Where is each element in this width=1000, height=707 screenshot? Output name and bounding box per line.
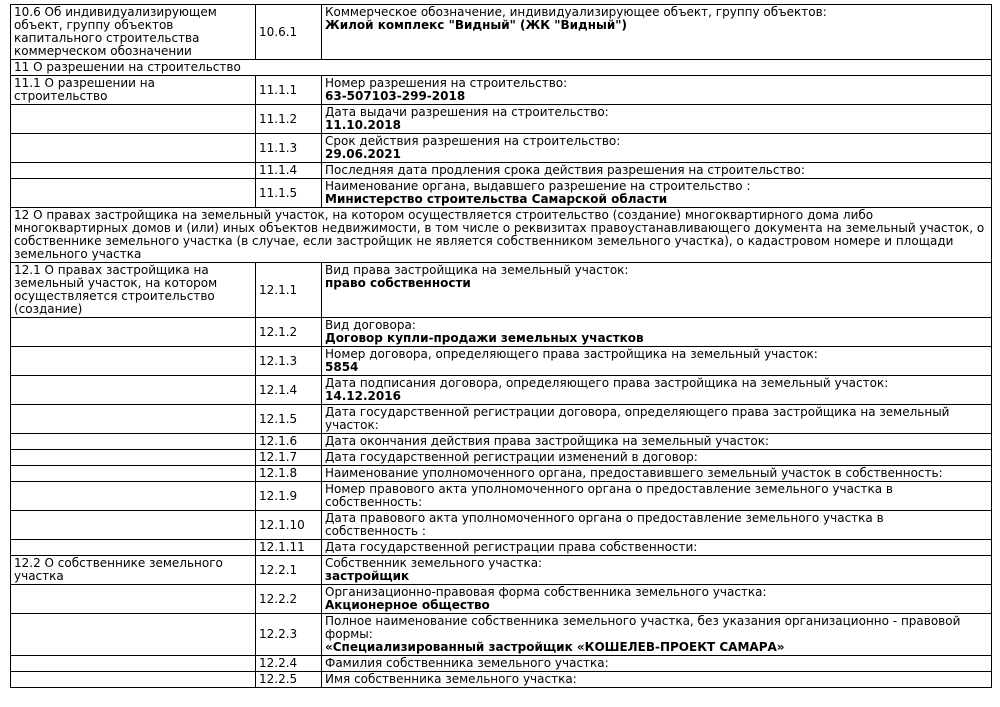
table-row [11, 105, 992, 134]
row-content-cell [322, 482, 992, 511]
row-content-cell [322, 163, 992, 179]
field-value: застройщик [325, 569, 410, 583]
section-title: 12 О правах застройщика на земельный участок, на котором осуществляется строительство (создание) многоквартирного дома либо многоквартирных домов и (или) иных объектов недвижимости, в том числе о реквизитах правоустанавливающего документа на земельный участок, о собственнике земельного участка (в случае, если застройщик не является собственником земельного участка), о кадастровом номере и площади земельного участка [11, 208, 992, 263]
row-number-cell: 12.1.4 [256, 376, 322, 405]
row-content-cell [322, 318, 992, 347]
row-topic-cell: 12.1 О правах застройщика на земельный участок, на котором осуществляется строительство (создание) [11, 263, 256, 318]
row-number-cell: 10.6.1 [256, 5, 322, 60]
row-content-cell [322, 466, 992, 482]
field-label: Дата государственной регистрации договора, определяющего права застройщика на земельный участок: [325, 405, 950, 432]
row-content-cell [322, 672, 992, 688]
row-topic-cell [11, 134, 256, 163]
field-label: Дата подписания договора, определяющего права застройщика на земельный участок: [325, 376, 889, 390]
field-value: Жилой комплекс "Видный" (ЖК "Видный") [325, 18, 627, 32]
row-content-cell [322, 434, 992, 450]
table-row [11, 511, 992, 540]
table-row [11, 450, 992, 466]
table-row [11, 434, 992, 450]
row-content-cell [322, 76, 992, 105]
row-topic-cell [11, 511, 256, 540]
field-label: Имя собственника земельного участка: [325, 672, 577, 686]
row-content-cell [322, 585, 992, 614]
table-row [11, 263, 992, 318]
row-content-cell [322, 511, 992, 540]
row-topic-cell [11, 466, 256, 482]
table-row [11, 347, 992, 376]
field-value: Министерство строительства Самарской области [325, 192, 668, 206]
field-label: Срок действия разрешения на строительство: [325, 134, 621, 148]
row-content-cell [322, 347, 992, 376]
row-content-cell [322, 614, 992, 656]
row-number-cell: 12.1.8 [256, 466, 322, 482]
table-row [11, 656, 992, 672]
row-content-cell [322, 540, 992, 556]
row-content-cell [322, 179, 992, 208]
row-number-cell: 11.1.4 [256, 163, 322, 179]
table-row [11, 76, 992, 105]
row-number-cell: 12.1.6 [256, 434, 322, 450]
field-label: Дата правового акта уполномоченного органа о предоставление земельного участка в собственность : [325, 511, 884, 538]
table-row [11, 614, 992, 656]
row-number-cell: 12.2.2 [256, 585, 322, 614]
row-content-cell [322, 105, 992, 134]
table-row [11, 466, 992, 482]
row-number-cell: 12.2.5 [256, 672, 322, 688]
table-row [11, 585, 992, 614]
table-row [11, 540, 992, 556]
table-row [11, 5, 992, 60]
row-number-cell: 11.1.3 [256, 134, 322, 163]
field-label: Организационно-правовая форма собственника земельного участка: [325, 585, 767, 599]
table-row [11, 556, 992, 585]
field-value: 14.12.2016 [325, 389, 401, 403]
row-topic-cell [11, 376, 256, 405]
field-value: 11.10.2018 [325, 118, 401, 132]
field-label: Собственник земельного участка: [325, 556, 543, 570]
row-content-cell [322, 405, 992, 434]
row-topic-cell: 12.2 О собственнике земельного участка [11, 556, 256, 585]
row-number-cell: 11.1.2 [256, 105, 322, 134]
field-label: Наименование уполномоченного органа, предоставившего земельный участок в собственность: [325, 466, 943, 480]
row-content-cell [322, 450, 992, 466]
row-content-cell [322, 556, 992, 585]
field-label: Дата государственной регистрации изменений в договор: [325, 450, 698, 464]
row-number-cell: 11.1.5 [256, 179, 322, 208]
row-number-cell: 12.1.5 [256, 405, 322, 434]
table-row [11, 405, 992, 434]
row-number-cell: 12.1.1 [256, 263, 322, 318]
row-number-cell: 12.1.7 [256, 450, 322, 466]
section-row [11, 208, 992, 263]
field-value: 5854 [325, 360, 359, 374]
row-topic-cell [11, 434, 256, 450]
table-row [11, 134, 992, 163]
row-number-cell: 12.1.3 [256, 347, 322, 376]
table-row [11, 482, 992, 511]
field-value: право собственности [325, 276, 471, 290]
row-topic-cell: 10.6 Об индивидуализирующем объект, группу объектов капитального строительства коммерческом обозначении [11, 5, 256, 60]
row-topic-cell [11, 347, 256, 376]
row-content-cell [322, 134, 992, 163]
field-label: Вид договора: [325, 318, 416, 332]
field-label: Фамилия собственника земельного участка: [325, 656, 609, 670]
row-topic-cell [11, 585, 256, 614]
field-label: Дата выдачи разрешения на строительство: [325, 105, 609, 119]
row-number-cell: 12.2.3 [256, 614, 322, 656]
table-row [11, 179, 992, 208]
row-topic-cell [11, 450, 256, 466]
field-label: Вид права застройщика на земельный участок: [325, 263, 629, 277]
row-topic-cell [11, 672, 256, 688]
row-content-cell [322, 376, 992, 405]
row-topic-cell [11, 179, 256, 208]
field-label: Полное наименование собственника земельного участка, без указания организационно - правовой формы: [325, 614, 961, 641]
field-label: Номер разрешения на строительство: [325, 76, 568, 90]
row-number-cell: 12.2.1 [256, 556, 322, 585]
row-topic-cell [11, 318, 256, 347]
row-content-cell [322, 656, 992, 672]
section-title: 11 О разрешении на строительство [11, 60, 992, 76]
field-value: 63-507103-299-2018 [325, 89, 466, 103]
table-row [11, 163, 992, 179]
row-topic-cell [11, 405, 256, 434]
row-topic-cell [11, 482, 256, 511]
table-row [11, 376, 992, 405]
row-number-cell: 12.1.11 [256, 540, 322, 556]
field-value: Договор купли-продажи земельных участков [325, 331, 644, 345]
row-number-cell: 12.2.4 [256, 656, 322, 672]
row-number-cell: 12.1.2 [256, 318, 322, 347]
table-row [11, 672, 992, 688]
section-row [11, 60, 992, 76]
field-label: Дата окончания действия права застройщика на земельный участок: [325, 434, 770, 448]
field-label: Наименование органа, выдавшего разрешение на строительство : [325, 179, 751, 193]
field-label: Номер договора, определяющего права застройщика на земельный участок: [325, 347, 818, 361]
row-topic-cell [11, 540, 256, 556]
field-value: 29.06.2021 [325, 147, 401, 161]
row-topic-cell [11, 614, 256, 656]
row-topic-cell [11, 105, 256, 134]
row-number-cell: 12.1.10 [256, 511, 322, 540]
declaration-table [10, 4, 992, 688]
field-label: Коммерческое обозначение, индивидуализирующее объект, группу объектов: [325, 5, 827, 19]
field-value: Акционерное общество [325, 598, 490, 612]
row-topic-cell [11, 656, 256, 672]
table-row [11, 318, 992, 347]
field-label: Номер правового акта уполномоченного органа о предоставление земельного участка в собственность: [325, 482, 893, 509]
field-value: «Специализированный застройщик «КОШЕЛЕВ-ПРОЕКТ САМАРА» [325, 640, 785, 654]
row-number-cell: 12.1.9 [256, 482, 322, 511]
row-content-cell [322, 263, 992, 318]
row-topic-cell: 11.1 О разрешении на строительство [11, 76, 256, 105]
field-label: Последняя дата продления срока действия разрешения на строительство: [325, 163, 805, 177]
row-content-cell [322, 5, 992, 60]
row-number-cell: 11.1.1 [256, 76, 322, 105]
row-topic-cell [11, 163, 256, 179]
field-label: Дата государственной регистрации права собственности: [325, 540, 698, 554]
